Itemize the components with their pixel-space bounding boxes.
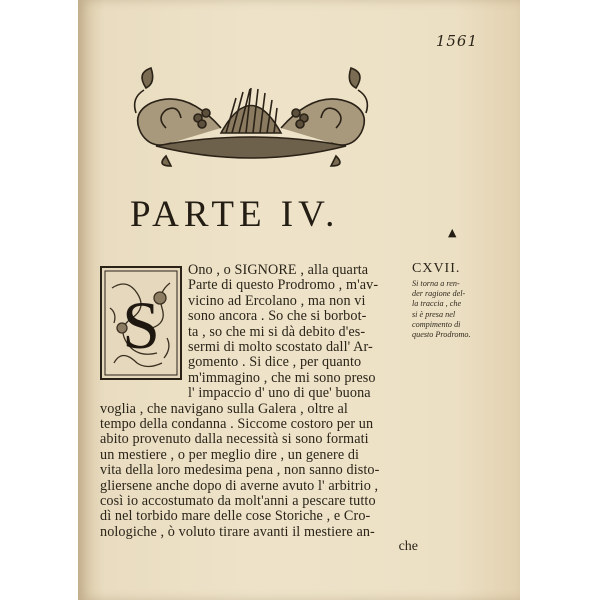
text-line: ta , so che mi si dà debito d'es- bbox=[188, 323, 366, 340]
margin-section-number: CXVII. bbox=[412, 261, 461, 276]
margin-note bbox=[412, 279, 496, 340]
text-line: nologiche , ò voluto tirare avanti il mestiere an- bbox=[100, 523, 375, 540]
text-line: gomento . Si dice , per quanto bbox=[188, 354, 362, 371]
title-mark: ▲ bbox=[448, 226, 457, 239]
margin-note-line: la traccia , che bbox=[412, 299, 462, 309]
text-line: vita della loro medesima pena , non sanno disto- bbox=[100, 462, 380, 479]
text-line: sono ancora . So che si borbot- bbox=[188, 308, 367, 325]
margin-note-line: questo Prodromo. bbox=[412, 330, 471, 340]
margin-note-line: compimento di bbox=[412, 319, 461, 329]
text-line: così io accostumato da molt'anni a pescare tutto bbox=[100, 493, 376, 509]
text-line: tempo della condanna . Siccome costoro per un bbox=[100, 416, 374, 432]
shell-foliage-ornament bbox=[126, 58, 376, 168]
text-line: abito provenuto dalla necessità si sono formati bbox=[100, 431, 369, 448]
text-line: l' impaccio d' uno di que' buona bbox=[188, 385, 371, 402]
text-line: un mestiere , o per meglio dire , un genere di bbox=[100, 446, 360, 463]
text-line: m'immagino , che mi sono preso bbox=[188, 369, 376, 386]
book-page bbox=[78, 0, 520, 600]
catchword: che bbox=[398, 539, 418, 555]
margin-note-line: si è presa nel bbox=[412, 309, 456, 319]
text-line: Parte di questo Prodromo , m'av- bbox=[188, 277, 379, 294]
decorated-initial bbox=[100, 266, 182, 380]
part-title: PARTE IV. bbox=[130, 194, 340, 235]
text-line: voglia , che navigano sulla Galera , oltre al bbox=[100, 400, 348, 417]
text-line: gliersene anche dopo di averne avuto l' arbitrio , bbox=[100, 477, 379, 494]
page-number: 1561 bbox=[435, 32, 478, 50]
initial-letter: S bbox=[122, 287, 160, 363]
margin-note-line: Si torna a ren- bbox=[412, 279, 460, 288]
text-line: sermi di molto scostato dall' Ar- bbox=[188, 339, 373, 355]
text-line: dì nel torbido mare delle cose Storiche , e Cro- bbox=[100, 508, 371, 525]
text-line: Ono , o SIGNORE , alla quarta bbox=[188, 262, 369, 278]
text-line: vicino ad Ercolano , ma non vi bbox=[188, 292, 366, 309]
acanthus-initial-icon bbox=[102, 268, 180, 378]
margin-note-line: der ragione del- bbox=[412, 289, 466, 299]
